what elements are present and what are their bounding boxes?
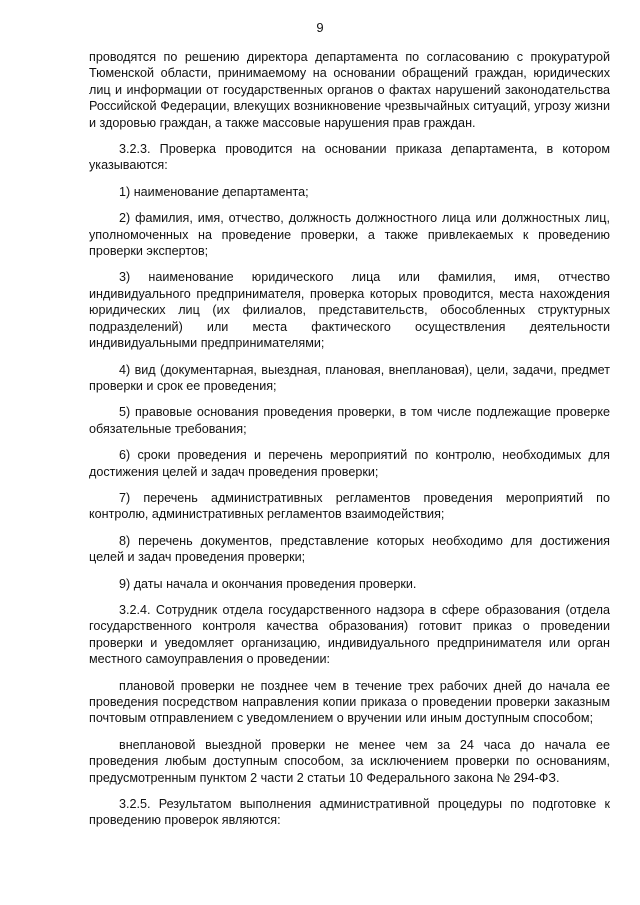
paragraph-unscheduled-inspection: внеплановой выездной проверки не менее чем за 24 часа до начала ее проведения любым доступным способом, за исключением проверки по основаниям, предусмотренным пунктом 2 части 2 статьи 10 Федерального закона № 294-ФЗ. (89, 737, 610, 785)
list-item-1: 1) наименование департамента; (119, 184, 309, 199)
list-item-3: 3) наименование юридического лица или фамилия, имя, отчество индивидуального предпринимателя, проверка которых проводится, места нахождения юридических лиц (их филиалов, представительств, обособленных структурных подразделений) или места фактического осуществления деятельности индивидуальными предпринимателями; (89, 270, 610, 351)
list-item-5: 5) правовые основания проведения проверки, в том числе подлежащие проверке обязательные требования; (89, 405, 610, 436)
paragraph-3-2-3: 3.2.3. Проверка проводится на основании приказа департамента, в котором указываются: (89, 142, 610, 173)
paragraph-3-2-4: 3.2.4. Сотрудник отдела государственного надзора в сфере образования (отдела государственного контроля качества образования) готовит приказ о проведении проверки и уведомляет организацию, индивидуального предпринимателя или орган местного самоуправления о проведении: (89, 602, 610, 667)
list-item-4: 4) вид (документарная, выездная, плановая, внеплановая), цели, задачи, предмет проверки и срок ее проведения; (89, 362, 610, 393)
document-body (89, 49, 610, 839)
paragraph-3-2-5: 3.2.5. Результатом выполнения административной процедуры по подготовке к проведению проверок являются: (89, 797, 610, 828)
list-item-9: 9) даты начала и окончания проведения проверки. (119, 576, 417, 591)
list-item-2: 2) фамилия, имя, отчество, должность должностного лица или должностных лиц, уполномоченных на проведение проверки, а также привлекаемых к проведению проверки экспертов; (89, 211, 610, 259)
list-item-8: 8) перечень документов, представление которых необходимо для достижения целей и задач проведения проверки; (89, 533, 610, 565)
list-item-6: 6) сроки проведения и перечень мероприятий по контролю, необходимых для достижения целей и задач проведения проверки; (89, 448, 610, 479)
list-item-7: 7) перечень административных регламентов проведения мероприятий по контролю, административных регламентов взаимодействия; (89, 490, 610, 522)
paragraph-continuation: проводятся по решению директора департамента по согласованию с прокуратурой Тюменской области, принимаемому на основании обращений граждан, юридических лиц и информации от государственных органов о фактах нарушений законодательства Российской Федерации, влекущих возникновение чрезвычайных ситуаций, угрозу жизни и здоровью граждан, а также массовые нарушения прав граждан. (89, 50, 610, 130)
page-number: 9 (316, 20, 324, 35)
paragraph-planned-inspection: плановой проверки не позднее чем в течение трех рабочих дней до начала ее проведения посредством направления копии приказа о проведении проверки заказным почтовым отправлением с уведомлением о вручении или иным доступным способом; (89, 678, 610, 726)
